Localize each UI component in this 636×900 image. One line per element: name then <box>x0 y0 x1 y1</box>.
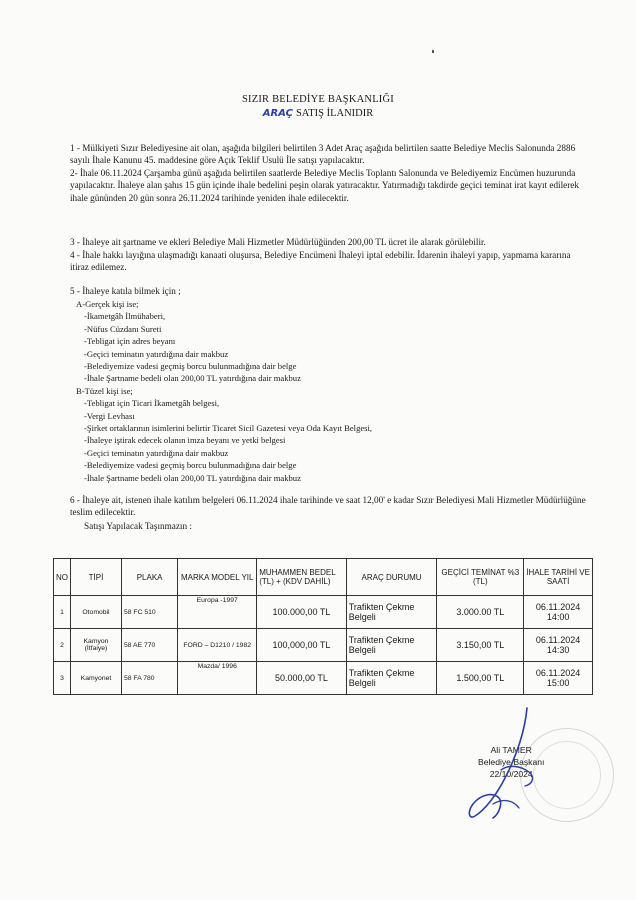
cell-condition: Trafikten Çekme Belgeli <box>346 629 437 662</box>
cell-date-time: 14:00 <box>546 612 570 622</box>
requirement-b-item: -İhale Şartname bedeli olan 200,00 TL yatırdığına dair makbuz <box>84 472 301 483</box>
requirement-a-item: -Geçici teminatın yatırdığına dair makbuz <box>84 348 229 359</box>
org-title: SIZIR BELEDİYE BAŞKANLIĞI <box>242 94 394 105</box>
header-deposit: GEÇİCİ TEMİNAT %3 (TL) <box>437 559 524 596</box>
cell-deposit: 3.000.00 TL <box>437 596 524 629</box>
table-row <box>54 596 593 629</box>
cell-model: Europa -1997 <box>178 596 257 629</box>
requirement-a-item: -Belediyemize vadesi geçmiş borcu bulunmadığına dair belge <box>84 361 297 372</box>
notice-title: SATIŞ İLANIDIR <box>295 108 374 119</box>
paragraph-5: 5 - İhaleye katıla bilmek için ; <box>70 286 181 296</box>
requirement-b-item: -Belediyemize vadesi geçmiş borcu bulunmadığına dair belge <box>84 460 297 471</box>
paragraph-4: 4 - İhale hakkı layığına ulaşmadığı kanaati oluşursa, Belediye Encümeni İhaleyi iptal edebilir. İdarenin ihaleyi yapıp, yapmama kararına itiraz edilemez. <box>70 250 571 273</box>
header-model: MARKA MODEL YIL <box>178 559 257 596</box>
requirement-b-item: -İhaleye iştirak edecek olanın imza beyanı ve yetki belgesi <box>84 435 286 446</box>
cell-model: FORD – D1210 / 1982 <box>178 629 257 662</box>
cell-no: 3 <box>54 662 71 695</box>
cell-model: Mazda/ 1996 <box>178 662 257 695</box>
paragraph-2: 2- İhale 06.11.2024 Çarşamba günü aşağıda belirtilen saatlerde Belediye Meclis Toplantı Salonunda ve Belediyemiz Encümen huzurunda yapılacaktır. İhaleye alan şahıs 15 gün içinde ihale bedelini peşin olarak yatıracaktır. Yatırmadığı takdirde geçici teminat irat kayıt edilerek ihale gününden 20 gün sonra 26.11.2024 tarihinde yeniden ihale edilecektir. <box>70 168 579 203</box>
header-no: NO <box>54 559 71 596</box>
handwritten-signature <box>455 700 565 830</box>
requirement-b-item: -Tebligat için Ticari İkametgâh belgesi, <box>84 398 220 409</box>
table-header-row <box>54 559 593 596</box>
header-type: TİPİ <box>71 559 122 596</box>
cell-date-day: 06.11.2024 <box>535 635 581 645</box>
cell-date <box>524 629 593 662</box>
table-row <box>54 662 593 695</box>
signer-name: Ali TAMER <box>490 745 532 755</box>
cell-type: Otomobil <box>71 596 122 629</box>
cell-date-time: 14:30 <box>546 645 570 655</box>
cell-condition: Trafikten Çekme Belgeli <box>346 662 437 695</box>
cell-plate: 58 AE 770 <box>121 629 177 662</box>
cell-plate: 58 FA 780 <box>121 662 177 695</box>
signature-date: 22/10/2024 <box>489 768 533 779</box>
cell-type: Kamyonet <box>71 662 122 695</box>
cell-value: 50.000,00 TL <box>257 662 347 695</box>
requirement-a-title: A-Gerçek kişi ise; <box>76 299 139 309</box>
cell-date-day: 06.11.2024 <box>535 668 581 678</box>
cell-date <box>524 662 593 695</box>
requirement-a-item: -İhale Şartname bedeli olan 200,00 TL yatırdığına dair makbuz <box>84 373 301 384</box>
requirement-b-title: B-Tüzel kişi ise; <box>76 385 133 396</box>
cell-value: 100.000,00 TL <box>257 596 347 629</box>
cell-condition: Trafikten Çekme Belgeli <box>346 596 437 629</box>
header-value: MUHAMMEN BEDEL (TL) + (KDV DAHİL) <box>257 559 347 596</box>
paragraph-3: 3 - İhaleye ait şartname ve ekleri Belediye Mali Hizmetler Müdürlüğünden 200,00 TL ücret ile alarak görülebilir. <box>70 237 486 247</box>
scan-mark <box>432 50 434 53</box>
requirement-a-item: -Nüfus Cüzdanı Sureti <box>84 323 162 334</box>
requirement-b-item: -Şirket ortaklarının isimlerini belirtir Ticaret Sicil Gazetesi veya Oda Kayıt Belgesi, <box>84 423 373 434</box>
cell-no: 2 <box>54 629 71 662</box>
requirements-list <box>76 298 576 484</box>
handwritten-word: ARAÇ <box>262 108 293 119</box>
cell-deposit: 1.500,00 TL <box>437 662 524 695</box>
notice-title-line <box>0 108 636 119</box>
requirement-a-item: -İkametgâh İlmühaberi, <box>84 311 166 322</box>
cell-type: Kamyon (İtfaiye) <box>71 629 122 662</box>
requirement-b-item: -Geçici teminatın yatırdığına dair makbuz <box>84 447 229 458</box>
cell-deposit: 3.150,00 TL <box>437 629 524 662</box>
requirement-b-item: -Vergi Levhası <box>84 410 135 421</box>
cell-plate: 58 FC 510 <box>121 596 177 629</box>
header-date: İHALE TARİHİ VE SAATİ <box>524 559 593 596</box>
cell-date <box>524 596 593 629</box>
cell-date-day: 06.11.2024 <box>535 602 581 612</box>
vehicle-table <box>53 558 593 695</box>
requirement-a-item: -Tebligat için adres beyanı <box>84 336 176 347</box>
cell-no: 1 <box>54 596 71 629</box>
cell-value: 100,000,00 TL <box>257 629 347 662</box>
cell-date-time: 15:00 <box>546 678 570 688</box>
signer-role: Belediye Başkanı <box>478 756 545 767</box>
paragraph-6: 6 - İhaleye ait, istenen ihale katılım belgeleri 06.11.2024 ihale tarihinde ve saat 12,00' e kadar Sızır Belediyesi Mali Hizmetler Müdürlüğüne teslim edilecektir. <box>70 495 586 518</box>
header-plate: PLAKA <box>121 559 177 596</box>
table-intro: Satışı Yapılacak Taşınmazın : <box>84 521 192 531</box>
table-row <box>54 629 593 662</box>
paragraph-1: 1 - Mülkiyeti Sızır Belediyesine ait olan, aşağıda bilgileri belirtilen 3 Adet Araç aşağıda belirtilen saatte Belediye Meclis Salonunda 2886 sayılı İhale Kanunu 45. maddesine göre Açık Teklif Usulü İle satışı yapılacaktır. <box>70 143 576 166</box>
header-condition: ARAÇ DURUMU <box>346 559 437 596</box>
